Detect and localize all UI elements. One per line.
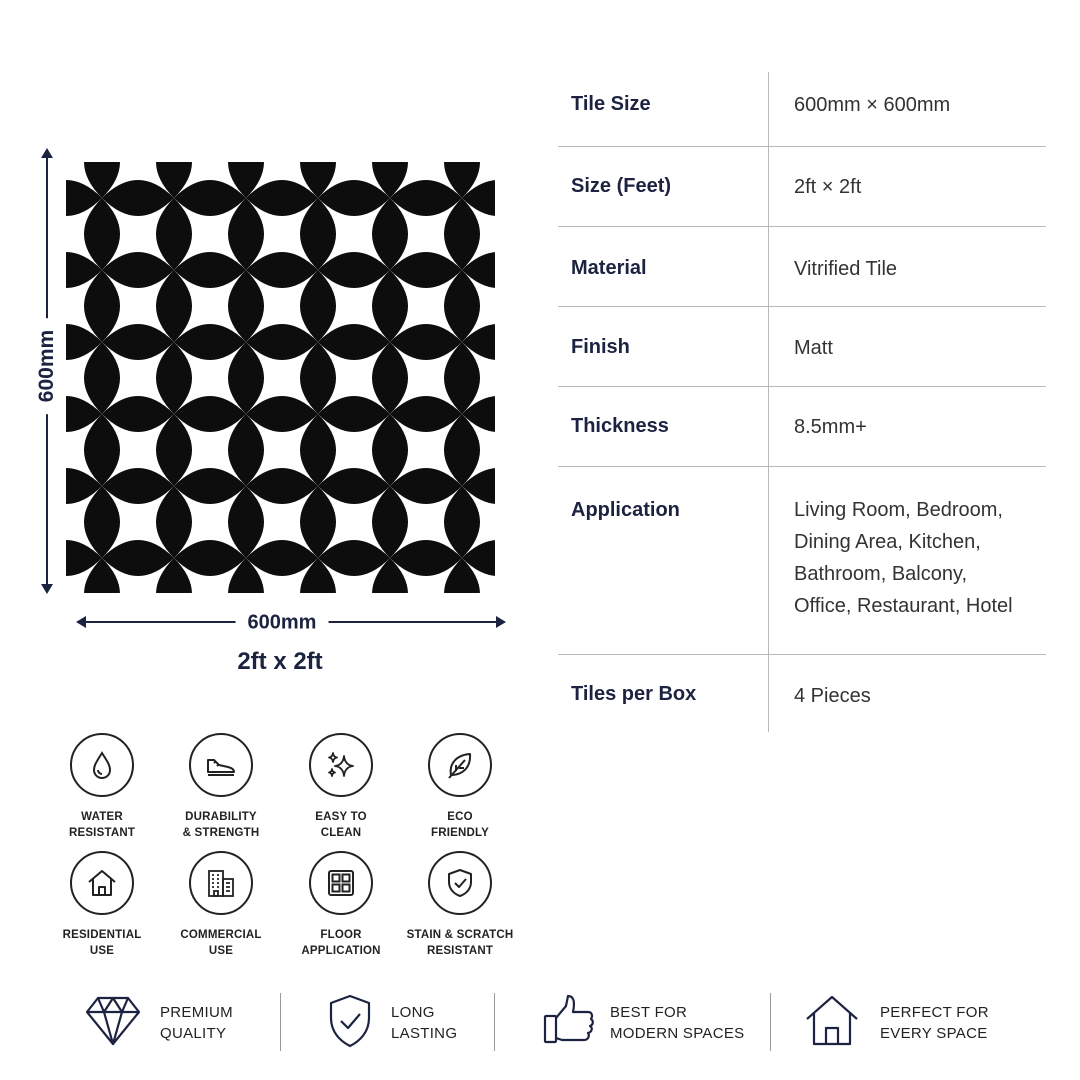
spec-label: Tile Size [571, 93, 651, 115]
feature-label-line: FLOOR [320, 929, 362, 941]
badge-label-line: LONG [391, 1004, 435, 1021]
feature-label-line: USE [89, 945, 115, 957]
badge-label-line: MODERN SPACES [610, 1025, 745, 1042]
spec-value-list [794, 494, 1044, 622]
spec-row-tile-size [558, 72, 1046, 147]
badge-separator [770, 993, 771, 1051]
spec-value: 4 Pieces [794, 685, 871, 707]
feature-label-line: APPLICATION [301, 945, 381, 957]
feature-label-line: WATER [81, 811, 123, 823]
spec-label: Size (Feet) [571, 175, 672, 197]
tile-pattern-image [66, 162, 495, 593]
spec-row-thickness [558, 387, 1046, 467]
water-drop-icon [85, 748, 119, 782]
spec-row-application [558, 467, 1046, 655]
spec-value: 2ft × 2ft [794, 176, 862, 198]
spec-value: Matt [794, 337, 833, 359]
badge-label-line: PERFECT FOR [880, 1004, 989, 1021]
diamond-icon [84, 992, 142, 1050]
spec-value: 8.5mm+ [794, 416, 867, 438]
badge-label-line: QUALITY [160, 1025, 227, 1042]
feature-label-line: CLEAN [320, 827, 362, 839]
spec-label: Thickness [571, 415, 669, 437]
spec-row-size-feet [558, 147, 1046, 227]
feature-stain-scratch-resistant [385, 851, 535, 959]
feature-label-line: FRIENDLY [430, 827, 490, 839]
application-line: Living Room, Bedroom, [794, 499, 1003, 521]
badge-premium-quality [84, 992, 274, 1054]
badge-label-line: BEST FOR [610, 1004, 688, 1021]
badge-label-line: LASTING [391, 1025, 458, 1042]
spec-label: Finish [571, 336, 630, 358]
badge-perfect-for-every-space [804, 992, 1004, 1054]
feature-label-line: STAIN & SCRATCH [406, 929, 514, 941]
thumbs-up-icon [542, 992, 598, 1050]
application-line: Dining Area, Kitchen, [794, 531, 981, 553]
feature-eco-friendly [385, 733, 535, 841]
shoe-icon [204, 748, 238, 782]
spec-value: Vitrified Tile [794, 258, 898, 280]
shield-check-icon [326, 992, 374, 1050]
floor-grid-icon [324, 866, 358, 900]
badge-long-lasting [326, 992, 486, 1054]
shield-check-icon [443, 866, 477, 900]
feature-label-line: RESISTANT [68, 827, 136, 839]
badge-separator [280, 993, 281, 1051]
feature-label-line: RESISTANT [426, 945, 494, 957]
spec-row-material [558, 227, 1046, 307]
spec-value: 600mm × 600mm [794, 94, 951, 116]
leaf-icon [443, 748, 477, 782]
house-icon [804, 992, 860, 1050]
tile-size-caption: 2ft x 2ft [237, 648, 323, 675]
feature-label-line: EASY TO [315, 811, 367, 823]
building-icon [204, 866, 238, 900]
badge-label-line: EVERY SPACE [880, 1025, 988, 1042]
spec-label: Material [571, 257, 647, 279]
spec-label: Tiles per Box [571, 683, 697, 705]
application-line: Office, Restaurant, Hotel [794, 595, 1013, 617]
feature-label-line: USE [208, 945, 234, 957]
feature-label-line: ECO [447, 811, 473, 823]
spec-row-tiles-per-box [558, 655, 1046, 733]
badge-label-line: PREMIUM [160, 1004, 233, 1021]
spec-row-finish [558, 307, 1046, 387]
badge-best-for-modern-spaces [542, 992, 762, 1054]
spec-label: Application [571, 499, 680, 521]
badge-separator [494, 993, 495, 1051]
height-dimension-label: 600mm [35, 318, 59, 414]
feature-label-line: COMMERCIAL [180, 929, 262, 941]
sparkle-icon [324, 748, 358, 782]
application-line: Bathroom, Balcony, [794, 563, 968, 585]
house-icon [85, 866, 119, 900]
feature-label-line: & STRENGTH [182, 827, 260, 839]
feature-label-line: RESIDENTIAL [62, 929, 142, 941]
feature-label-line: DURABILITY [185, 811, 257, 823]
width-dimension-label: 600mm [236, 612, 329, 635]
